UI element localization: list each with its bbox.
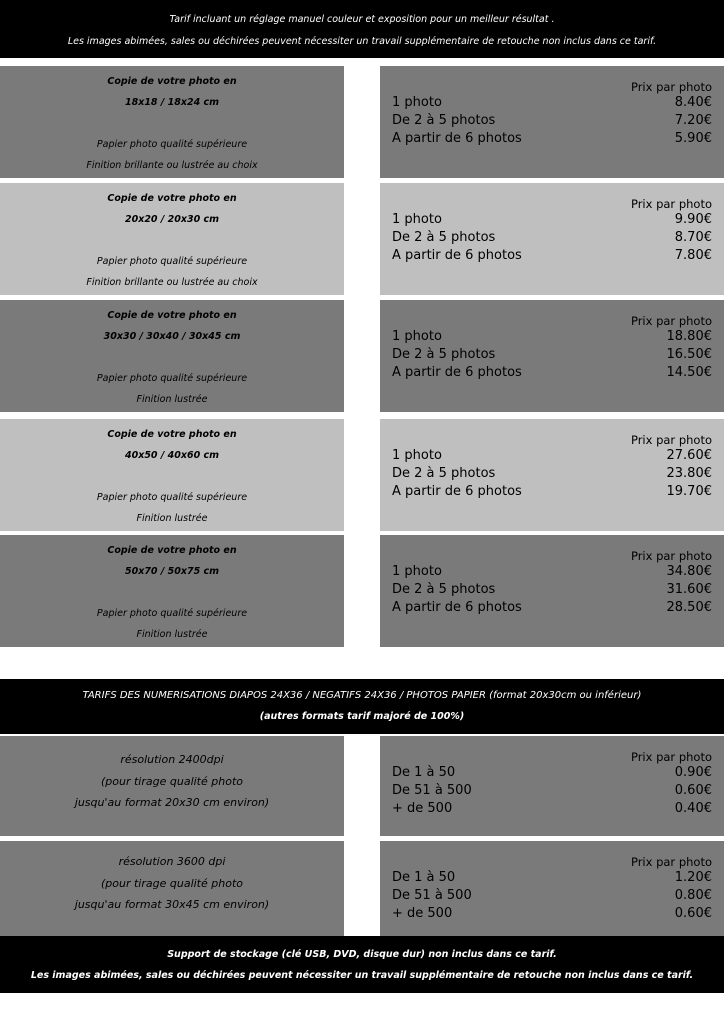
print-block-finish: Finition lustrée: [136, 629, 208, 640]
price-row: [392, 248, 712, 263]
print-block-title: Copie de votre photo en: [107, 545, 237, 556]
price-header: Prix par photo: [630, 197, 712, 211]
price-value: 0.80€: [674, 888, 712, 903]
print-block-paper: Papier photo qualité supérieure: [96, 492, 248, 503]
print-block-sizes: 18x18 / 18x24 cm: [124, 97, 220, 108]
price-value: 18.80€: [666, 329, 712, 344]
price-header: Prix par photo: [630, 433, 712, 447]
scan-block-prices: [380, 736, 724, 836]
scan-format: jusqu'au format 20x30 cm environ): [74, 796, 270, 809]
price-label: De 2 à 5 photos: [392, 347, 496, 362]
scan-block-prices: [380, 841, 724, 936]
price-label: De 2 à 5 photos: [392, 230, 496, 245]
print-block-finish: Finition brillante ou lustrée au choix: [86, 160, 258, 171]
price-value: 0.60€: [674, 906, 712, 921]
price-row: [392, 582, 712, 597]
price-label: De 1 à 50: [392, 870, 456, 885]
print-block-title: Copie de votre photo en: [107, 310, 237, 321]
print-block-paper: Papier photo qualité supérieure: [96, 608, 248, 619]
price-row: [392, 365, 712, 380]
print-block-sizes: 20x20 / 20x30 cm: [124, 214, 220, 225]
print-block-prices: [380, 419, 724, 531]
print-block-description: [0, 66, 344, 178]
price-row: [392, 466, 712, 481]
print-block-description: [0, 419, 344, 531]
price-value: 0.40€: [674, 801, 712, 816]
top-banner: [0, 0, 724, 58]
print-block-title: Copie de votre photo en: [107, 76, 237, 87]
scan-resolution: résolution 3600 dpi: [118, 855, 226, 868]
bottom-banner: [0, 936, 724, 993]
price-label: A partir de 6 photos: [392, 365, 522, 380]
print-block-finish: Finition brillante ou lustrée au choix: [86, 277, 258, 288]
print-block-sizes: 50x70 / 50x75 cm: [124, 566, 220, 577]
top-banner-line2: Les images abimées, sales ou déchirées peuvent nécessiter un travail supplémentaire de retouche non inclus dans ce tarif.: [67, 36, 657, 47]
price-label: 1 photo: [392, 329, 442, 344]
scan-quality: (pour tirage qualité photo: [101, 877, 243, 890]
bottom-banner-line1: Support de stockage (clé USB, DVD, disque dur) non inclus dans ce tarif.: [167, 949, 557, 960]
price-label: De 2 à 5 photos: [392, 582, 496, 597]
price-label: + de 500: [392, 801, 453, 816]
print-block-paper: Papier photo qualité supérieure: [96, 256, 248, 267]
price-row: [392, 564, 712, 579]
price-label: De 51 à 500: [392, 888, 472, 903]
price-value: 28.50€: [666, 600, 712, 615]
print-block-title: Copie de votre photo en: [107, 193, 237, 204]
price-value: 14.50€: [666, 365, 712, 380]
price-value: 27.60€: [666, 448, 712, 463]
price-label: De 1 à 50: [392, 765, 456, 780]
price-row: [392, 484, 712, 499]
price-label: De 2 à 5 photos: [392, 113, 496, 128]
price-row: [392, 230, 712, 245]
scan-banner: [0, 679, 724, 734]
price-label: 1 photo: [392, 448, 442, 463]
price-header: Prix par photo: [630, 80, 712, 94]
price-value: 8.70€: [674, 230, 712, 245]
price-row: [392, 113, 712, 128]
print-block-prices: [380, 300, 724, 412]
price-label: A partir de 6 photos: [392, 131, 522, 146]
price-value: 0.60€: [674, 783, 712, 798]
print-block-paper: Papier photo qualité supérieure: [96, 373, 248, 384]
price-row: [392, 347, 712, 362]
price-row: [392, 765, 712, 780]
print-block-finish: Finition lustrée: [136, 513, 208, 524]
print-block-prices: [380, 66, 724, 178]
price-value: 34.80€: [666, 564, 712, 579]
price-row: [392, 783, 712, 798]
price-label: 1 photo: [392, 564, 442, 579]
print-block-sizes: 40x50 / 40x60 cm: [124, 450, 220, 461]
price-row: [392, 329, 712, 344]
scan-quality: (pour tirage qualité photo: [101, 775, 243, 788]
price-row: [392, 448, 712, 463]
price-row: [392, 131, 712, 146]
price-row: [392, 906, 712, 921]
print-block-title: Copie de votre photo en: [107, 429, 237, 440]
print-block-description: [0, 183, 344, 295]
print-block-description: [0, 300, 344, 412]
scan-block-description: [0, 736, 344, 836]
price-label: A partir de 6 photos: [392, 248, 522, 263]
print-block-paper: Papier photo qualité supérieure: [96, 139, 248, 150]
price-label: 1 photo: [392, 212, 442, 227]
price-row: [392, 888, 712, 903]
price-label: 1 photo: [392, 95, 442, 110]
price-header: Prix par photo: [630, 750, 712, 764]
price-value: 8.40€: [674, 95, 712, 110]
scan-block-description: [0, 841, 344, 936]
print-block-description: [0, 535, 344, 647]
price-row: [392, 212, 712, 227]
scan-format: jusqu'au format 30x45 cm environ): [74, 898, 270, 911]
price-row: [392, 95, 712, 110]
top-banner-line1: Tarif incluant un réglage manuel couleur et exposition pour un meilleur résultat .: [169, 14, 555, 25]
price-header: Prix par photo: [630, 855, 712, 869]
scan-resolution: résolution 2400dpi: [120, 753, 224, 766]
price-label: A partir de 6 photos: [392, 484, 522, 499]
print-block-prices: [380, 535, 724, 647]
price-value: 7.20€: [674, 113, 712, 128]
price-row: [392, 870, 712, 885]
price-label: De 51 à 500: [392, 783, 472, 798]
print-block-sizes: 30x30 / 30x40 / 30x45 cm: [103, 331, 241, 342]
price-value: 19.70€: [666, 484, 712, 499]
print-block-finish: Finition lustrée: [136, 394, 208, 405]
price-label: De 2 à 5 photos: [392, 466, 496, 481]
bottom-banner-line2: Les images abimées, sales ou déchirées peuvent nécessiter un travail supplémentaire de retouche non inclus dans ce tarif.: [30, 970, 694, 981]
price-value: 23.80€: [666, 466, 712, 481]
price-value: 0.90€: [674, 765, 712, 780]
print-block-prices: [380, 183, 724, 295]
price-value: 9.90€: [674, 212, 712, 227]
scan-banner-line1: TARIFS DES NUMERISATIONS DIAPOS 24X36 / NEGATIFS 24X36 / PHOTOS PAPIER (format 20x30cm ou inférieur): [82, 690, 642, 701]
price-header: Prix par photo: [630, 314, 712, 328]
price-label: + de 500: [392, 906, 453, 921]
price-value: 31.60€: [666, 582, 712, 597]
price-header: Prix par photo: [630, 549, 712, 563]
price-row: [392, 600, 712, 615]
scan-banner-line2: (autres formats tarif majoré de 100%): [259, 711, 465, 722]
price-value: 7.80€: [674, 248, 712, 263]
price-row: [392, 801, 712, 816]
price-value: 16.50€: [666, 347, 712, 362]
price-label: A partir de 6 photos: [392, 600, 522, 615]
price-value: 5.90€: [674, 131, 712, 146]
price-value: 1.20€: [674, 870, 712, 885]
